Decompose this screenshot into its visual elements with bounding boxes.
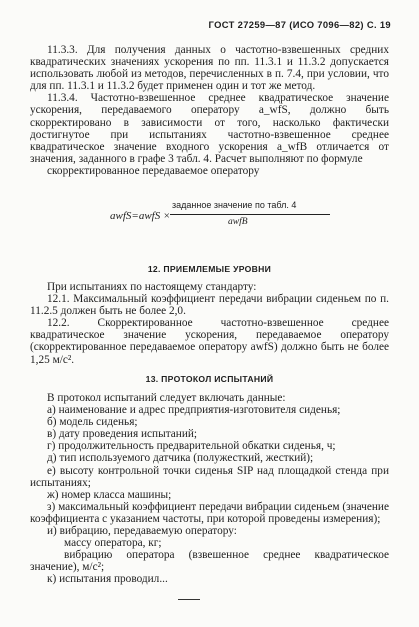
fraction-bar: [170, 214, 330, 215]
section-13-text: [30, 392, 389, 586]
list-subitem-vibration: вибрацию оператора (взвешенное среднее квадратическое значение), м/с²;: [30, 549, 389, 574]
paragraph-11-3-4: 11.3.4. Частотно-взвешенное среднее квадратическое значение ускорения, передаваемого оператору a_wfS, должно быть скорректировано в зависимости от того, насколько фактически достигнутое при испытаниях частотно-взвешенное среднее квадратическое значение входного ускорения a_wfB отличается от значения, заданного в графе 3 табл. 4. Расчет выполняют по формуле: [30, 92, 389, 165]
paragraph-11-3-3: 11.3.3. Для получения данных о частотно-взвешенных средних квадратических значениях ускорения по пп. 11.3.1 и 11.3.2 допускается использовать любой из методов, перечисленных в п. 7.4, при условии, что для пп. 11.3.1 и 11.3.2 будет применен один и тот же метод.: [30, 44, 389, 93]
list-item-zh: ж) номер класса машины;: [47, 488, 172, 501]
section-12-heading: 12. ПРИЕМЛЕМЫЕ УРОВНИ: [147, 264, 272, 274]
section-11-text: [30, 44, 389, 177]
list-item-d: д) тип используемого датчика (полужесткий, жесткий);: [47, 452, 314, 465]
formula-numerator: заданное значение по табл. 4: [172, 200, 297, 210]
list-subitem-mass: массу оператора, кг;: [64, 537, 162, 550]
list-item-k: к) испытания проводил...: [47, 573, 168, 586]
list-item-b: б) модель сиденья;: [47, 416, 138, 429]
paragraph-12-2: 12.2. Скорректированное частотно-взвешенное среднее квадратическое значение ускорения, передаваемое оператору (скорректированное передаваемое оператору awfS) должно быть не более 1,25 м/с².: [30, 317, 389, 366]
section-12-line: При испытаниях по настоящему стандарту:: [47, 281, 257, 293]
formula-intro: скорректированное передаваемое оператору: [47, 164, 260, 177]
section-13-intro: В протокол испытаний следует включать данные:: [47, 392, 286, 404]
end-rule: [178, 599, 200, 600]
section-13-heading: 13. ПРОТОКОЛ ИСПЫТАНИЙ: [145, 374, 274, 384]
list-item-i: и) вибрацию, передаваемую оператору:: [47, 525, 237, 538]
list-item-a: а) наименование и адрес предприятия-изготовителя сиденья;: [47, 404, 341, 417]
correction-formula: [110, 198, 350, 234]
list-item-e: е) высоту контрольной точки сиденья SIP над площадкой стенда при испытаниях;: [30, 464, 389, 489]
list-item-g: г) продолжительность предварительной обкатки сиденья, ч;: [47, 440, 336, 453]
list-item-v: в) дату проведения испытаний;: [47, 428, 198, 441]
section-12-text: [30, 281, 389, 366]
list-item-z: з) максимальный коэффициент передачи вибрации сиденьем (значение коэффициента с указанием частоты, при которой проведены измерения);: [30, 500, 389, 525]
formula-denominator: awfB: [228, 217, 248, 227]
page-header: ГОСТ 27259—87 (ИСО 7096—82) С. 19: [208, 19, 391, 30]
formula-lhs: awfS=awfS ×: [110, 210, 171, 222]
paragraph-12-1: 12.1. Максимальный коэффициент передачи вибрации сиденьем по п. 11.2.5 должен быть не более 2,0.: [30, 293, 389, 318]
